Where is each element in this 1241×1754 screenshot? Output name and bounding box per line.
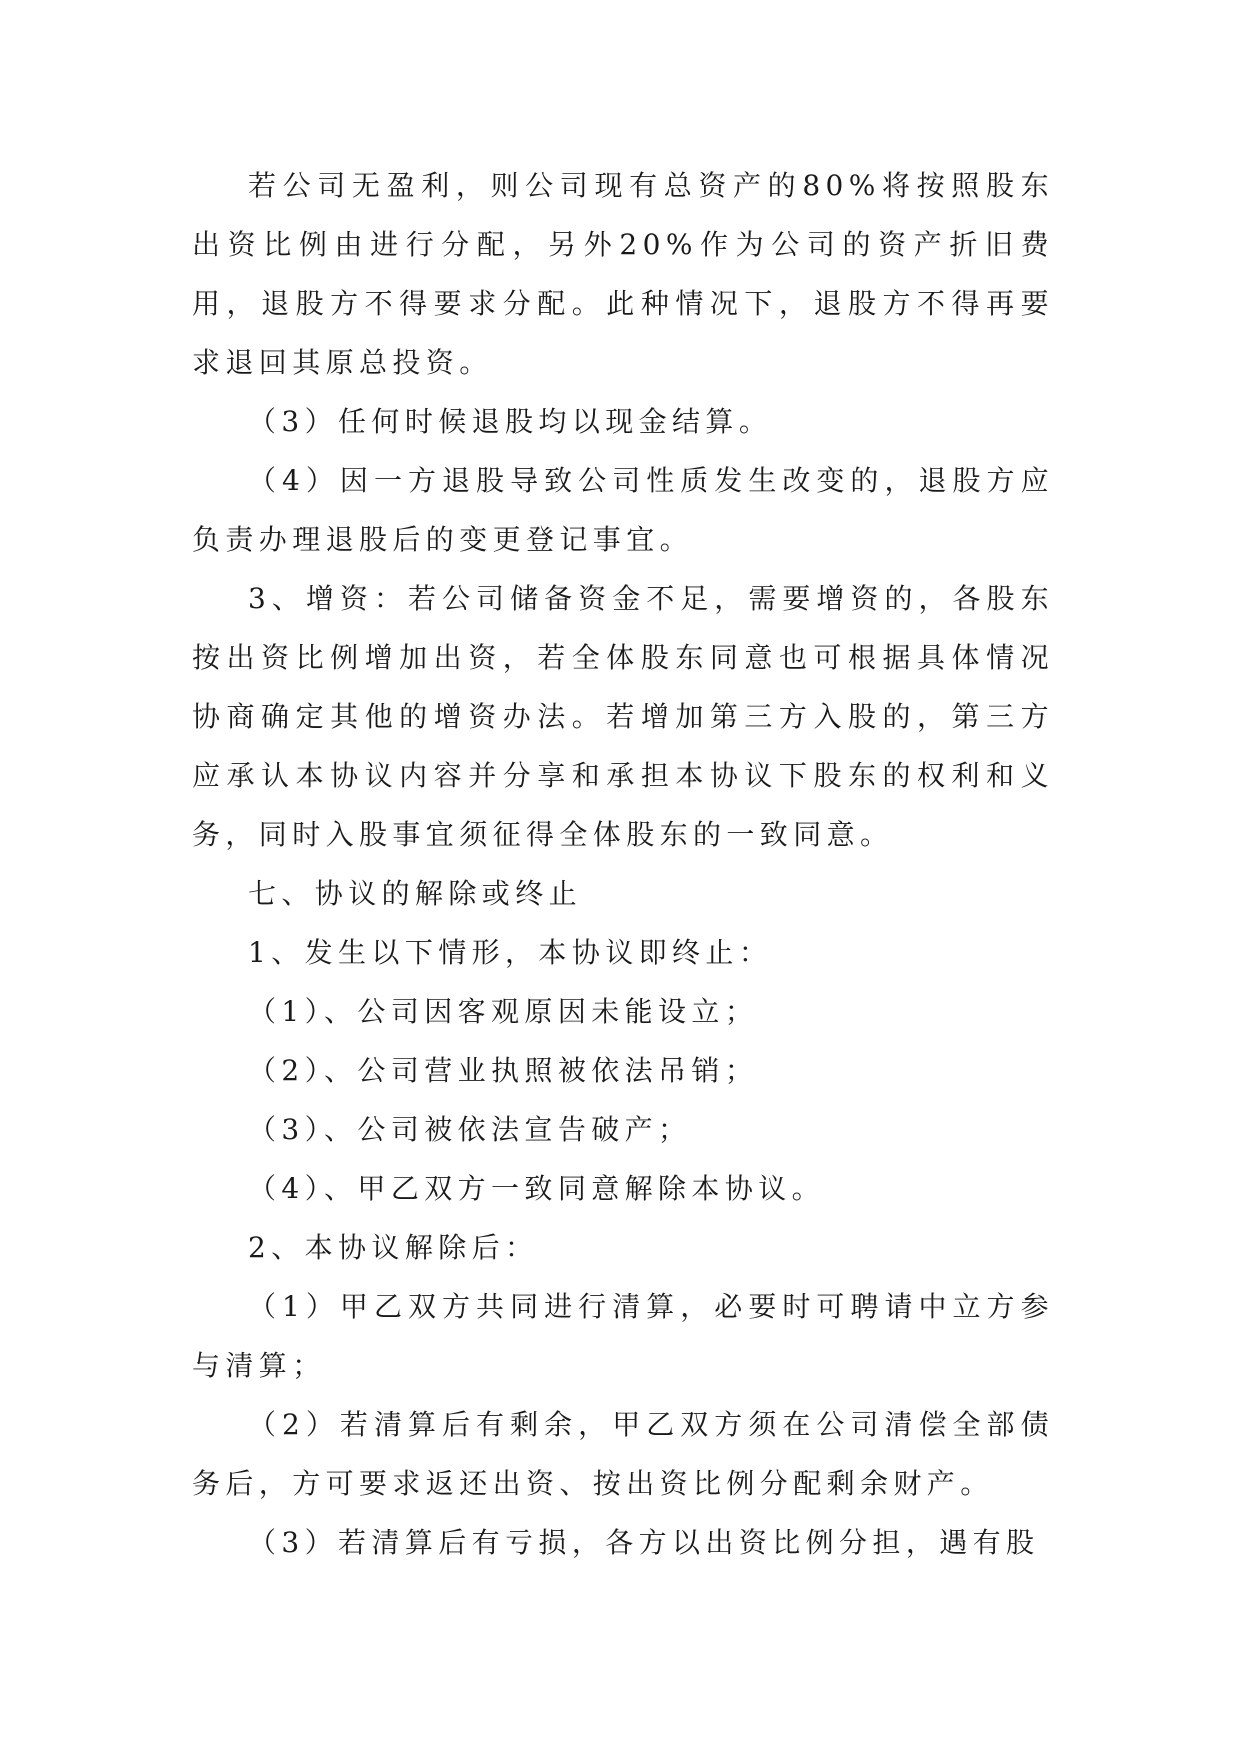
paragraph-after-termination: 2、本协议解除后： bbox=[248, 1231, 539, 1264]
list-item-surplus: （2）若清算后有剩余，甲乙双方须在公司清偿全部债务后，方可要求返还出资、按出资比例分配剩余财产。 bbox=[192, 1408, 1054, 1500]
paragraph-termination-conditions: 1、发生以下情形，本协议即终止： bbox=[248, 936, 773, 969]
list-item-loss: （3）若清算后有亏损，各方以出资比例分担，遇有股 bbox=[248, 1526, 1040, 1559]
paragraph-capital-increase: 3、增资：若公司储备资金不足，需要增资的，各股东按出资比例增加出资，若全体股东同意也可根据具体情况协商确定其他的增资办法。若增加第三方入股的，第三方应承认本协议内容并分享和承担本协议下股东的权利和义务，同时入股事宜须征得全体股东的一致同意。 bbox=[192, 582, 1054, 851]
paragraph-no-profit-distribution: 若公司无盈利，则公司现有总资产的80%将按照股东出资比例由进行分配，另外20%作为公司的资产折旧费用，退股方不得要求分配。此种情况下，退股方不得再要求退回其原总投资。 bbox=[192, 169, 1054, 379]
paragraph-change-registration: （4）因一方退股导致公司性质发生改变的，退股方应负责办理退股后的变更登记事宜。 bbox=[192, 464, 1054, 556]
list-item-condition-3: （3）、公司被依法宣告破产； bbox=[248, 1113, 692, 1146]
document-body bbox=[192, 156, 1054, 1572]
list-item-condition-1: （1）、公司因客观原因未能设立； bbox=[248, 995, 759, 1028]
list-item-condition-2: （2）、公司营业执照被依法吊销； bbox=[248, 1054, 759, 1087]
section-heading-termination: 七、协议的解除或终止 bbox=[248, 877, 583, 910]
paragraph-cash-settlement: （3）任何时候退股均以现金结算。 bbox=[248, 405, 773, 438]
list-item-liquidation: （1）甲乙双方共同进行清算，必要时可聘请中立方参与清算； bbox=[192, 1290, 1054, 1382]
list-item-condition-4: （4）、甲乙双方一致同意解除本协议。 bbox=[248, 1172, 826, 1205]
